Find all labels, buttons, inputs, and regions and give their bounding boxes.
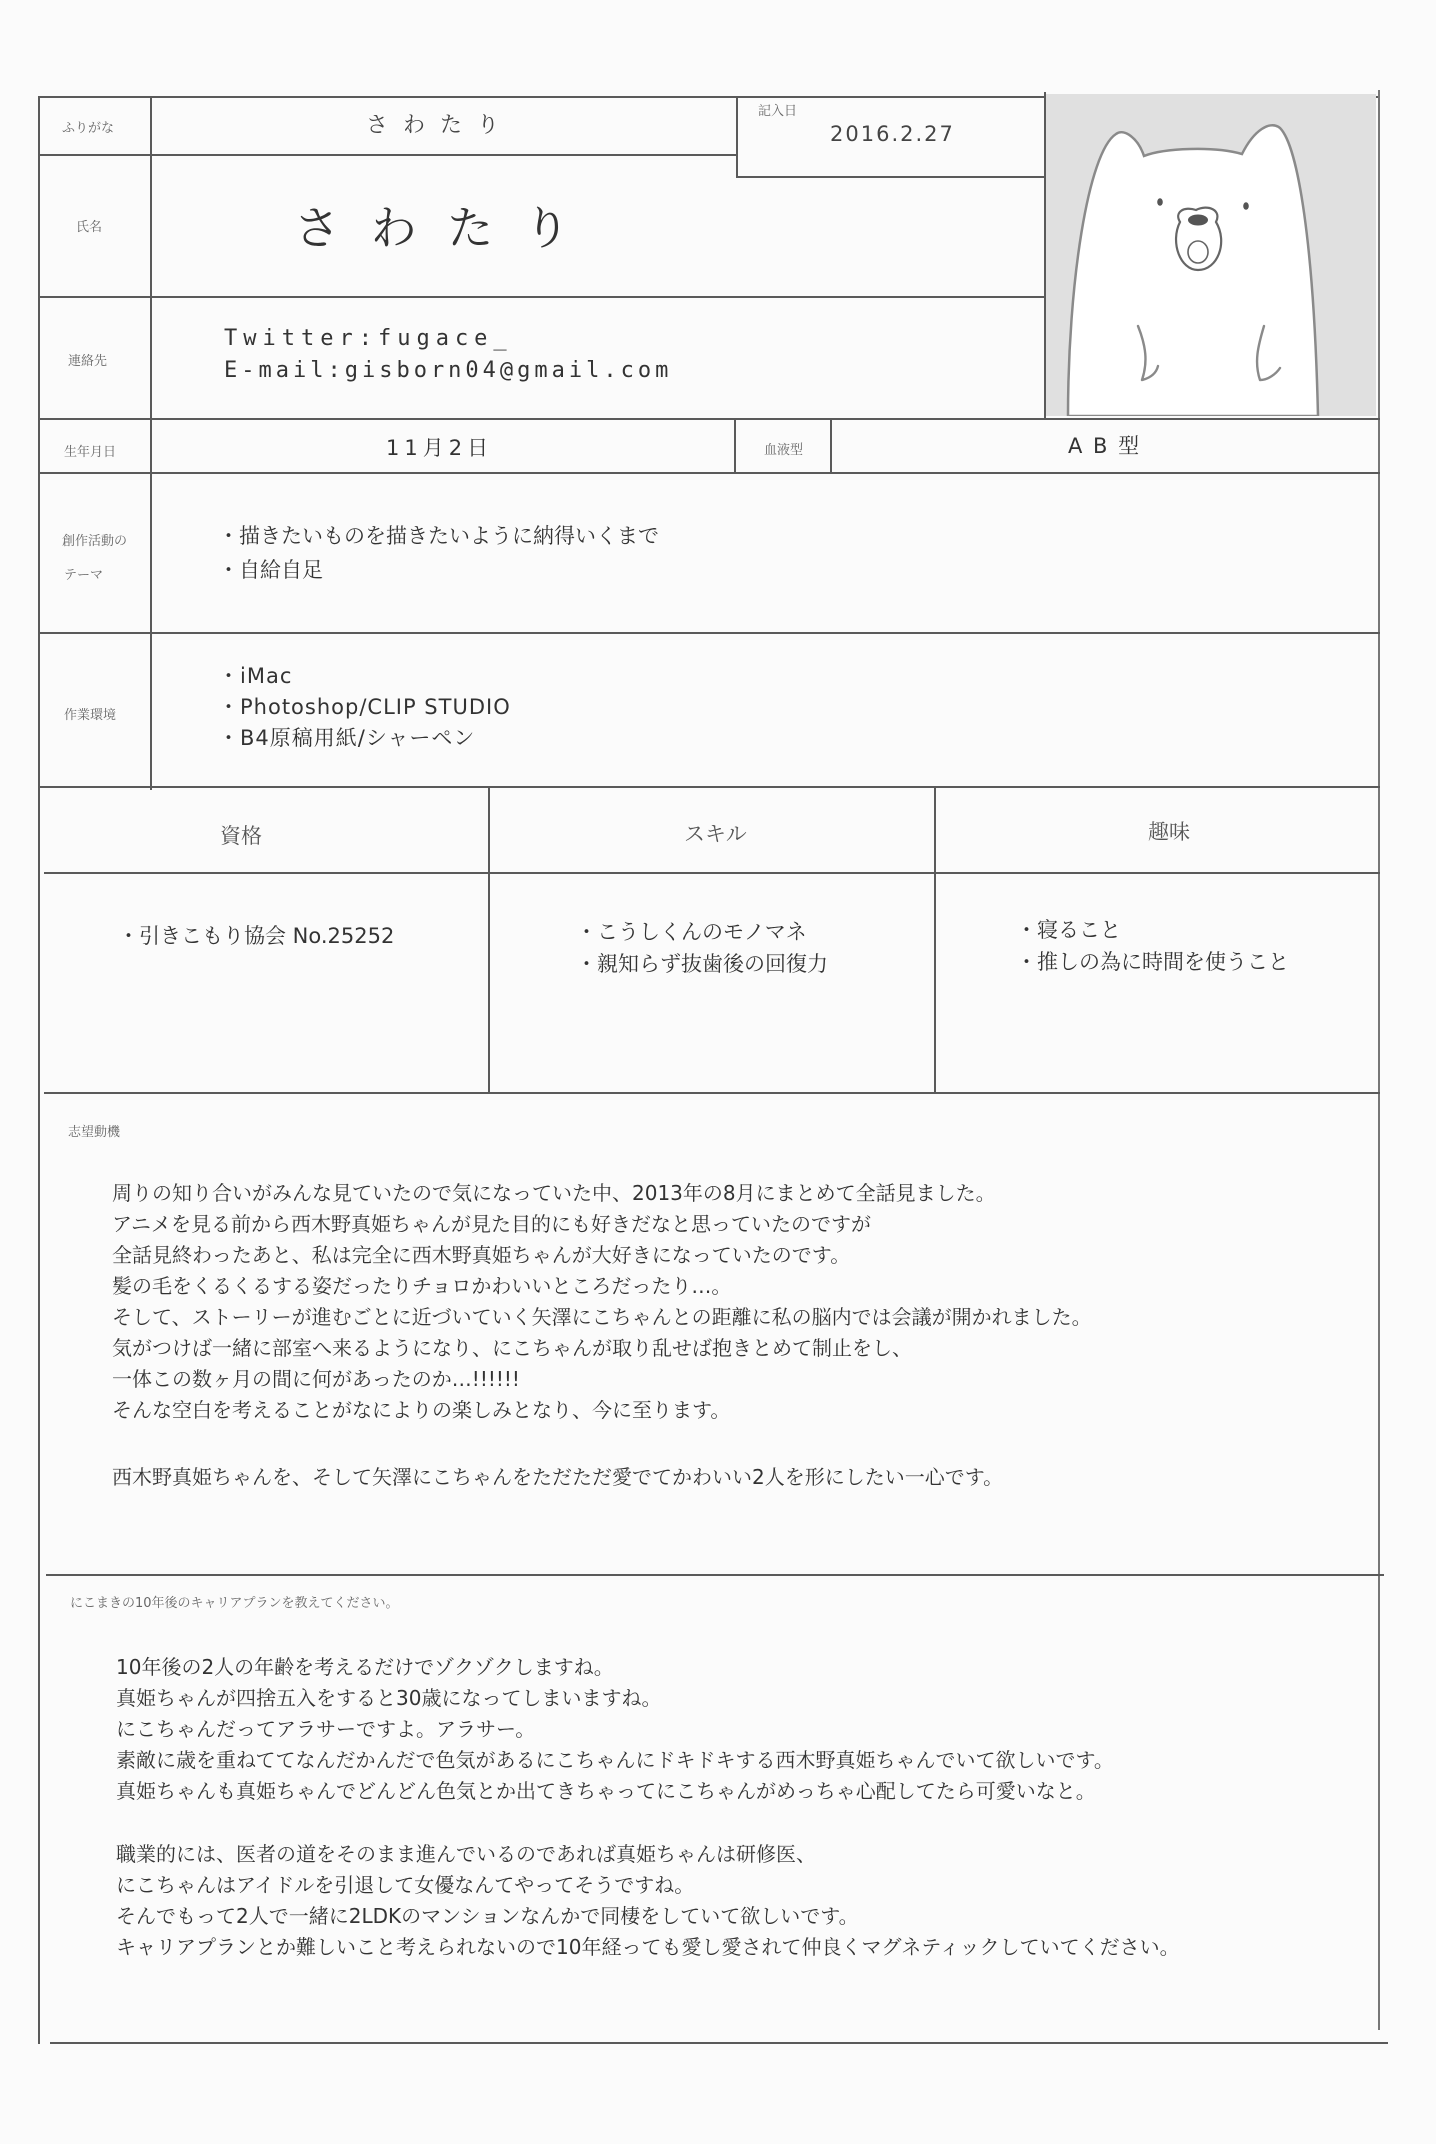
- qualification-item: ・引きこもり協会 No.25252: [118, 924, 395, 948]
- blood-label-right: [830, 418, 832, 474]
- page-edge-right: [1378, 90, 1380, 2030]
- career-line: キャリアプランとか難しいこと考えられないので10年経っても愛し愛されて仲良くマグネティックしていてください。: [116, 1935, 1180, 1959]
- three-col-divider-2: [934, 786, 936, 1094]
- dog-drawing-icon: [1046, 94, 1376, 416]
- motivation-line: そんな空白を考えることがなによりの楽しみとなり、今に至ります。: [112, 1398, 731, 1422]
- name-label: 氏名: [76, 220, 103, 235]
- skill-header: スキル: [684, 822, 747, 846]
- skill-item: ・親知らず抜歯後の回復力: [576, 952, 828, 976]
- entry-date-value: 2016.2.27: [830, 122, 955, 146]
- theme-row-line: [38, 632, 1380, 634]
- motivation-label: 志望動機: [68, 1125, 121, 1140]
- career-line: にこちゃんだってアラサーですよ。アラサー。: [116, 1717, 536, 1741]
- career-line: 職業的には、医者の道をそのまま進んでいるのであれば真姫ちゃんは研修医、: [116, 1842, 816, 1866]
- theme-item: ・描きたいものを描きたいように納得いくまで: [218, 524, 659, 548]
- motivation-line: 西木野真姫ちゃんを、そして矢澤にこちゃんをただただ愛でてかわいい2人を形にしたい一心です。: [112, 1465, 1004, 1489]
- date-box-left: [736, 96, 738, 178]
- blood-label-left: [734, 418, 736, 474]
- environment-item: ・Photoshop/CLIP STUDIO: [218, 695, 511, 719]
- theme-label-line-2: テーマ: [64, 568, 104, 583]
- motivation-line: 全話見終わったあと、私は完全に西木野真姫ちゃんが大好きになっていたのです。: [112, 1243, 851, 1267]
- career-line: 10年後の2人の年齢を考えるだけでゾクゾクしますね。: [116, 1655, 614, 1679]
- environment-item: ・iMac: [218, 664, 293, 688]
- form-label-divider: [150, 96, 152, 790]
- name-value: さ わ た り: [294, 201, 578, 255]
- career-line: にこちゃんはアイドルを引退して女優なんてやってそうですね。: [116, 1873, 695, 1897]
- email-value: E-mail:gisborn04@gmail.com: [224, 358, 673, 383]
- profile-photo: [1046, 94, 1376, 416]
- contact-label: 連絡先: [68, 354, 108, 369]
- environment-item: ・B4原稿用紙/シャーペン: [218, 726, 476, 750]
- career-question-label: にこまきの10年後のキャリアプランを教えてください。: [70, 1596, 399, 1611]
- motivation-line: アニメを見る前から西木野真姫ちゃんが見た目的にも好きだなと思っていたのですが: [112, 1212, 871, 1236]
- blood-type-value: A B 型: [1068, 434, 1142, 458]
- contact-row-line: [38, 418, 1380, 420]
- motivation-line: 髪の毛をくるくるする姿だったりチョロかわいいところだったり…。: [112, 1274, 732, 1298]
- hobby-header: 趣味: [1148, 820, 1190, 844]
- three-col-header-line: [44, 872, 1380, 874]
- hobby-item: ・推しの為に時間を使うこと: [1016, 950, 1289, 974]
- form-border-bottom: [50, 2042, 1388, 2044]
- theme-label-line-1: 創作活動の: [62, 534, 128, 549]
- motivation-line: 一体この数ヶ月の間に何があったのか…!!!!!!: [112, 1367, 520, 1391]
- furigana-value: さ わ た り: [366, 113, 503, 138]
- motivation-line: 気がつけば一緒に部室へ来るようになり、にこちゃんが取り乱せば抱きとめて制止をし、: [112, 1336, 912, 1360]
- name-row-line: [38, 296, 1046, 298]
- blood-type-label: 血液型: [764, 443, 804, 458]
- motivation-line: 周りの知り合いがみんな見ていたので気になっていた中、2013年の8月にまとめて全話見ました。: [112, 1181, 996, 1205]
- entry-date-label: 記入日: [758, 104, 798, 119]
- furigana-row-line: [38, 154, 738, 156]
- career-line: 真姫ちゃんも真姫ちゃんでどんどん色気とか出てきちゃってにこちゃんがめっちゃ心配してたら可愛いなと。: [116, 1779, 1096, 1803]
- birthday-value: 11月2日: [386, 436, 494, 460]
- motivation-bottom-line: [46, 1574, 1384, 1576]
- furigana-label: ふりがな: [62, 121, 115, 136]
- date-box-bottom: [736, 176, 1046, 178]
- career-line: 素敵に歳を重ねててなんだかんだで色気があるにこちゃんにドキドキする西木野真姫ちゃんでいて欲しいです。: [116, 1748, 1114, 1772]
- environment-row-line: [38, 786, 1380, 788]
- hobby-item: ・寝ること: [1016, 918, 1121, 942]
- qualification-header: 資格: [220, 824, 262, 848]
- theme-item: ・自給自足: [218, 558, 323, 582]
- environment-label: 作業環境: [64, 708, 117, 723]
- career-line: 真姫ちゃんが四捨五入をすると30歳になってしまいますね。: [116, 1686, 662, 1710]
- three-col-bottom-line: [44, 1092, 1380, 1094]
- motivation-line: そして、ストーリーが進むごとに近づいていく矢澤にこちゃんとの距離に私の脳内では会議が開かれました。: [112, 1305, 1092, 1329]
- three-col-divider-1: [488, 786, 490, 1094]
- career-line: そんでもって2人で一緒に2LDKのマンションなんかで同棲をしていて欲しいです。: [116, 1904, 859, 1928]
- form-border-left: [38, 96, 40, 2044]
- birthday-row-line: [38, 472, 1380, 474]
- twitter-value: Twitter:fugace_: [224, 326, 513, 351]
- skill-item: ・こうしくんのモノマネ: [576, 920, 807, 944]
- birthday-label: 生年月日: [64, 445, 117, 460]
